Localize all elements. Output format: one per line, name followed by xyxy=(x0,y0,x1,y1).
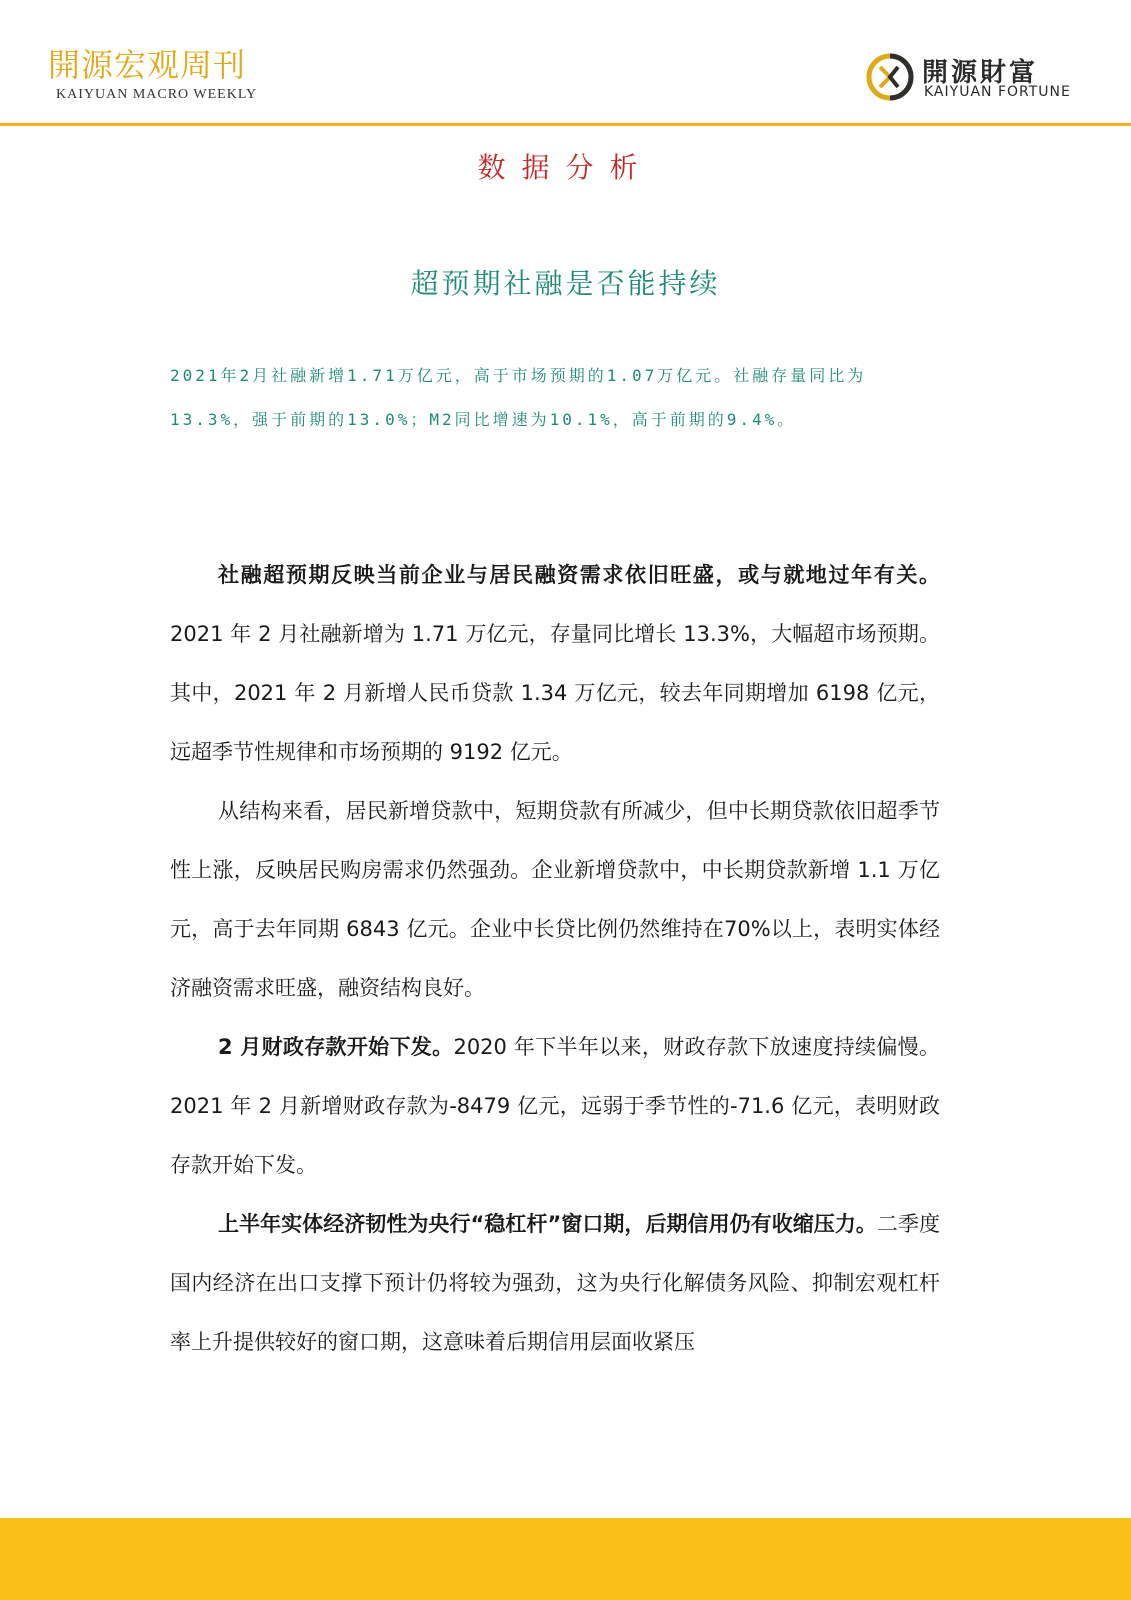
logo-chinese-text: 開源財富 xyxy=(922,58,1039,88)
paragraph-text: 二季度国内经济在出口支撑下预计仍将较为强劲，这为央行化解债务风险、抑制宏观杠杆率上升提供较好的窗口期，这意味着后期信用层面收紧压 xyxy=(170,1212,941,1354)
article-body xyxy=(170,546,940,1372)
footer-bar xyxy=(0,1518,1131,1600)
logo-english-text: KAIYUAN FORTUNE xyxy=(924,84,1071,100)
paragraph-text: 2021 年 2 月社融新增为 1.71 万亿元，存量同比增长 13.3%，大幅超市场预期。其中，2021 年 2 月新增人民币贷款 1.34 万亿元，较去年同期增加 6198 亿元，远超季节性规律和市场预期的 9192 亿元。 xyxy=(170,622,940,764)
paragraph-lead: 社融超预期反映当前企业与居民融资需求依旧旺盛，或与就地过年有关。 xyxy=(218,563,940,587)
body-paragraph xyxy=(170,782,940,1018)
brand-logo xyxy=(866,52,1096,102)
paragraph-lead: 2 月财政存款开始下发。 xyxy=(218,1035,454,1059)
publication-subtitle: KAIYUAN MACRO WEEKLY xyxy=(56,87,258,102)
paragraph-lead: 上半年实体经济韧性为央行“稳杠杆”窗口期，后期信用仍有收缩压力。 xyxy=(218,1212,877,1236)
header-divider xyxy=(0,123,1131,126)
body-paragraph xyxy=(170,546,940,782)
section-title: 数据分析 xyxy=(477,151,654,184)
paragraph-text: 2020 年下半年以来，财政存款下放速度持续偏慢。2021 年 2 月新增财政存款为-8479 亿元，远弱于季节性的-71.6 亿元，表明财政存款开始下发。 xyxy=(170,1035,940,1177)
page-header xyxy=(0,0,1131,126)
publication-title: 開源宏观周刊 xyxy=(48,46,247,84)
summary-paragraph: 2021年2月社融新增1.71万亿元，高于市场预期的1.07万亿元。社融存量同比为13.3%，强于前期的13.0%；M2同比增速为10.1%，高于前期的9.4%。 xyxy=(170,366,867,429)
paragraph-text: 从结构来看，居民新增贷款中，短期贷款有所减少，但中长期贷款依旧超季节性上涨，反映居民购房需求仍然强劲。企业新增贷款中，中长期贷款新增 1.1 万亿元，高于去年同期 6843 亿元。企业中长贷比例仍然维持在70%以上，表明实体经济融资需求旺盛，融资结构良好。 xyxy=(170,799,940,1000)
body-paragraph xyxy=(170,1195,940,1372)
body-paragraph xyxy=(170,1018,940,1195)
kaiyuan-logo-icon xyxy=(866,52,916,102)
article-title: 超预期社融是否能持续 xyxy=(410,267,721,300)
